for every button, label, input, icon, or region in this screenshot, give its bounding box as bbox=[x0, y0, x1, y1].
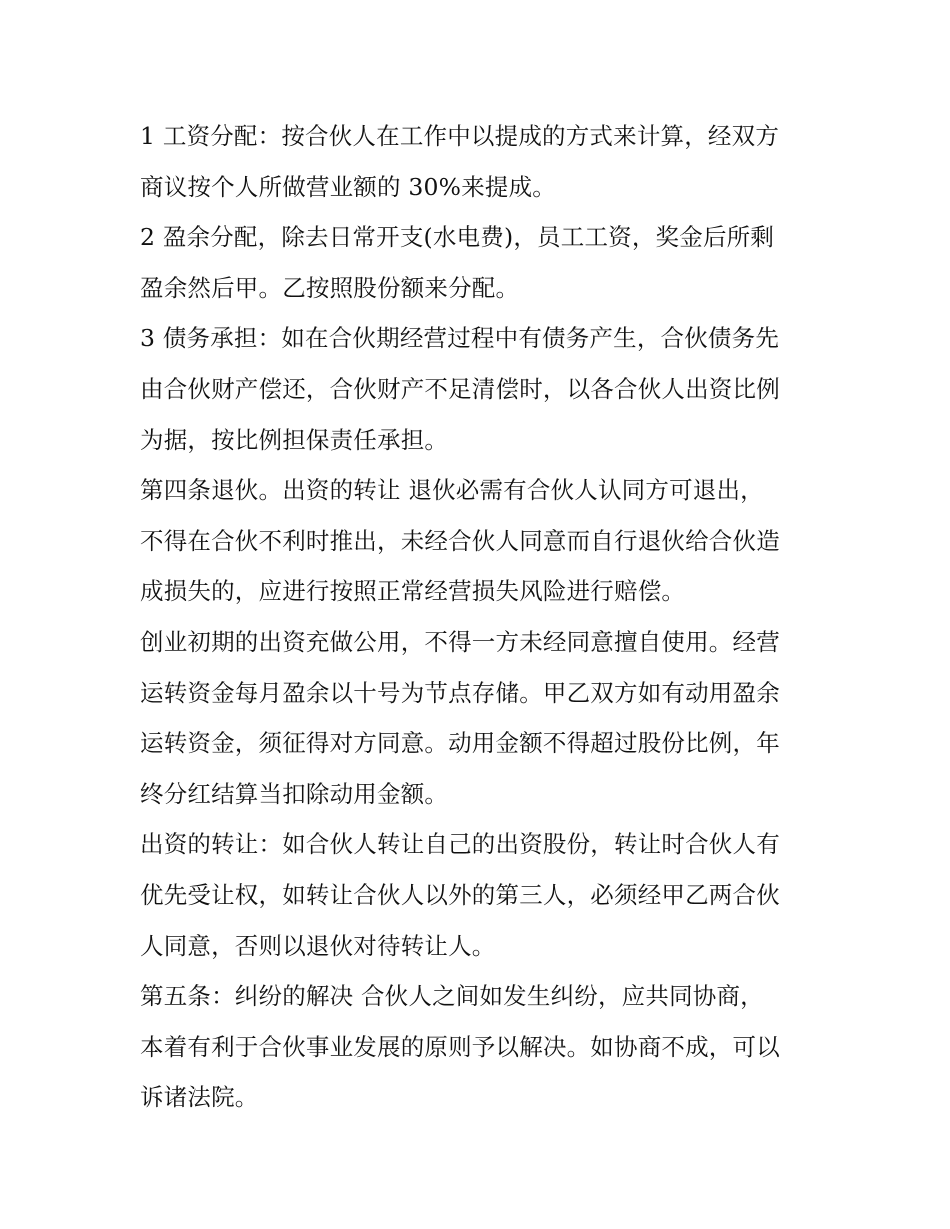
text-line: 运转资金，须征得对方同意。动用金额不得超过股份比例，年 bbox=[140, 729, 780, 758]
text-line: 3 债务承担：如在合伙期经营过程中有债务产生，合伙债务先 bbox=[140, 324, 780, 353]
text-line: 出资的转让：如合伙人转让自己的出资股份，转让时合伙人有 bbox=[140, 830, 780, 859]
text-line: 盈余然后甲。乙按照股份额来分配。 bbox=[140, 273, 520, 302]
paragraph-capital-transfer bbox=[140, 819, 830, 971]
text-line: 2 盈余分配，除去日常开支(水电费)，员工工资，奖金后所剩 bbox=[140, 223, 775, 252]
paragraph-debt-liability bbox=[140, 313, 830, 465]
text-line: 1 工资分配：按合伙人在工作中以提成的方式来计算，经双方 bbox=[140, 122, 780, 150]
text-line: 第四条退伙。出资的转让 退伙必需有合伙人认同方可退出， bbox=[140, 476, 764, 505]
paragraph-article-four-withdrawal bbox=[140, 465, 830, 617]
text-line: 成损失的，应进行按照正常经营损失风险进行赔偿。 bbox=[140, 577, 686, 606]
text-line: 本着有利于合伙事业发展的原则予以解决。如协商不成，可以 bbox=[140, 1032, 780, 1061]
text-line: 商议按个人所做营业额的 30%来提成。 bbox=[140, 172, 557, 201]
document-body bbox=[140, 111, 830, 1123]
paragraph-startup-capital bbox=[140, 617, 830, 819]
text-line: 创业初期的出资充做公用，不得一方未经同意擅自使用。经营 bbox=[140, 627, 780, 656]
paragraph-surplus-distribution bbox=[140, 212, 830, 313]
text-line: 运转资金每月盈余以十号为节点存储。甲乙双方如有动用盈余 bbox=[140, 678, 780, 707]
text-line: 第五条：纠纷的解决 合伙人之间如发生纠纷，应共同协商， bbox=[140, 982, 764, 1011]
text-line: 人同意，否则以退伙对待转让人。 bbox=[140, 931, 496, 960]
text-line: 优先受让权，如转让合伙人以外的第三人，必须经甲乙两合伙 bbox=[140, 880, 780, 909]
paragraph-salary-distribution bbox=[140, 111, 830, 212]
text-line: 为据，按比例担保责任承担。 bbox=[140, 425, 449, 454]
text-line: 诉诸法院。 bbox=[140, 1083, 259, 1112]
text-line: 不得在合伙不利时推出，未经合伙人同意而自行退伙给合伙造 bbox=[140, 526, 780, 555]
text-line: 由合伙财产偿还，合伙财产不足清偿时，以各合伙人出资比例 bbox=[140, 374, 780, 403]
paragraph-article-five-disputes bbox=[140, 971, 830, 1123]
text-line: 终分红结算当扣除动用金额。 bbox=[140, 779, 449, 808]
